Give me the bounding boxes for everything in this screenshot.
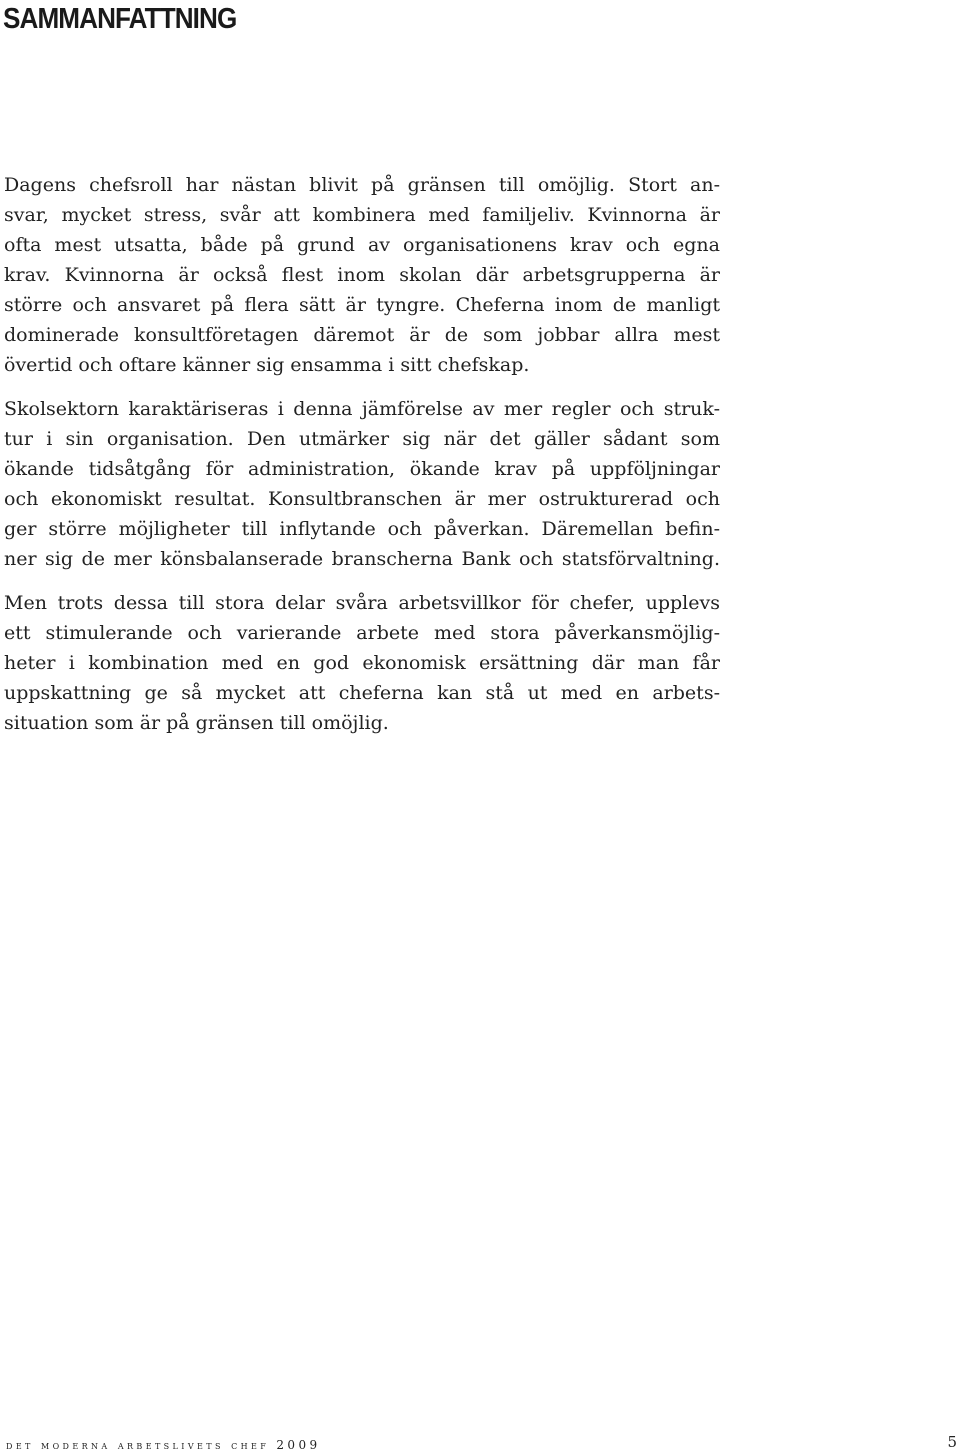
- text-line: heter i kombination med en god ekonomisk ersättning där man får: [4, 652, 720, 674]
- text-line: ofta mest utsatta, både på grund av organisationens krav och egna: [4, 234, 720, 256]
- text-line: krav. Kvinnorna är också flest inom skolan där arbetsgrupperna är: [4, 264, 720, 286]
- text-line: svar, mycket stress, svår att kombinera med familjeliv. Kvinnorna är: [4, 204, 720, 226]
- paragraph-3: [4, 588, 720, 738]
- running-footer-title: det moderna arbetslivets chef 2009: [6, 1438, 321, 1452]
- page-number: 5: [947, 1433, 957, 1451]
- text-line: uppskattning ge så mycket att cheferna kan stå ut med en arbets-: [4, 682, 720, 704]
- text-line: ett stimulerande och varierande arbete med stora påverkansmöjlig-: [4, 622, 720, 644]
- text-line: Skolsektorn karaktäriseras i denna jämförelse av mer regler och struk-: [4, 398, 720, 420]
- body-text: [4, 170, 720, 738]
- text-line: ger större möjligheter till inflytande och påverkan. Däremellan befin-: [4, 518, 720, 540]
- text-line: tur i sin organisation. Den utmärker sig när det gäller sådant som: [4, 428, 720, 450]
- text-line: dominerade konsultföretagen däremot är de som jobbar allra mest: [4, 324, 720, 346]
- text-line: ökande tidsåtgång för administration, ökande krav på uppföljningar: [4, 458, 720, 480]
- text-line: Dagens chefsroll har nästan blivit på gränsen till omöjlig. Stort an-: [4, 174, 720, 196]
- text-line: Men trots dessa till stora delar svåra arbetsvillkor för chefer, upplevs: [4, 592, 720, 614]
- paragraph-2: [4, 394, 720, 574]
- text-line: och ekonomiskt resultat. Konsultbranschen är mer ostrukturerad och: [4, 488, 720, 510]
- text-line: större och ansvaret på flera sätt är tyngre. Cheferna inom de manligt: [4, 294, 720, 316]
- paragraph-1: [4, 170, 720, 380]
- text-line: situation som är på gränsen till omöjlig.: [4, 712, 389, 734]
- text-line: övertid och oftare känner sig ensamma i sitt chefskap.: [4, 354, 530, 376]
- section-heading: SAMMANFATTNING: [3, 3, 237, 35]
- text-line: ner sig de mer könsbalanserade branscherna Bank och statsförvaltning.: [4, 548, 720, 570]
